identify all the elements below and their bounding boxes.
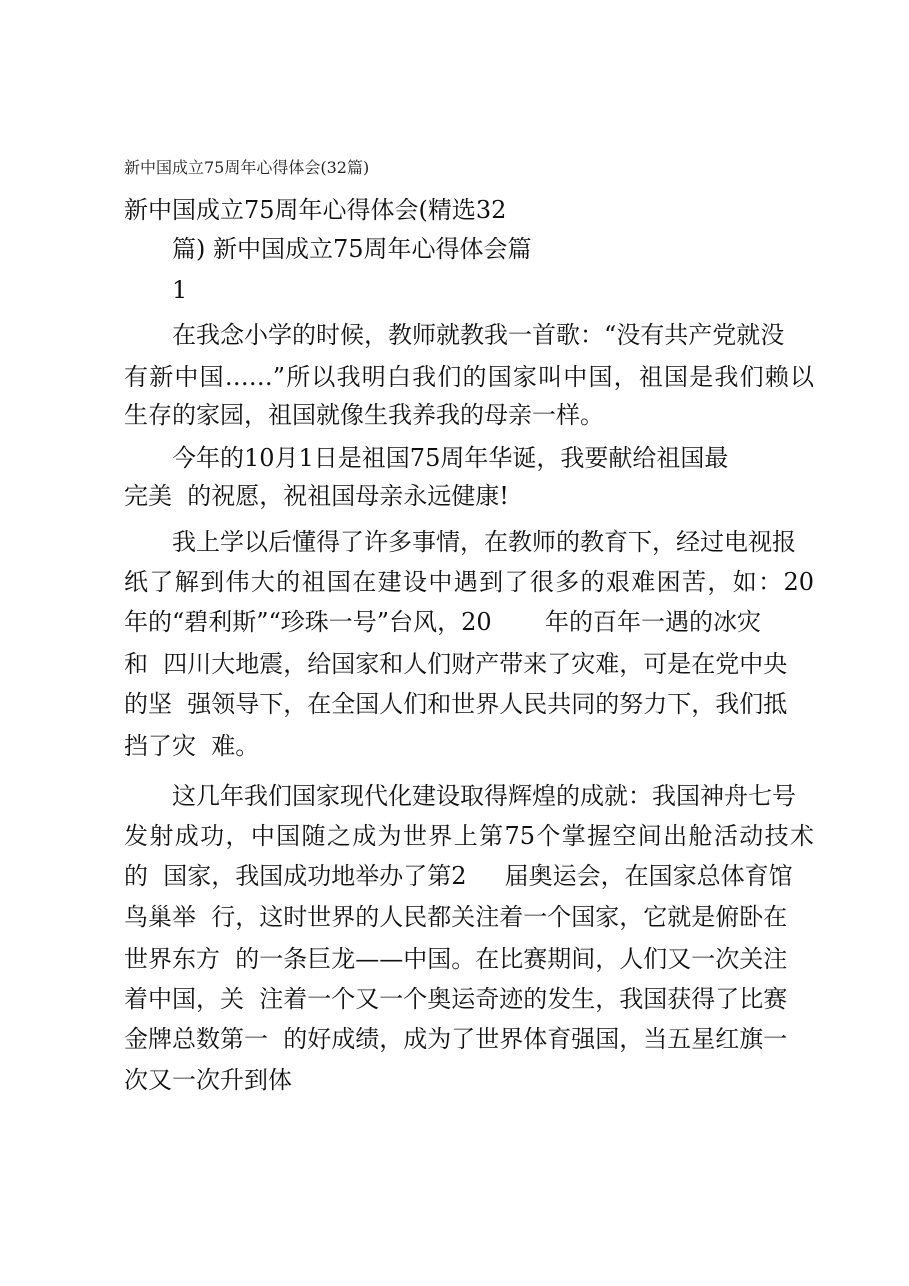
paragraph-line: 我上学以后懂得了许多事情，在教师的教育下，经过电视报 (172, 528, 796, 556)
paragraph-line: 年的“碧利斯”“珍珠一号”台风，20 年的百年一遇的冰灾 (124, 608, 762, 636)
paragraph-line: 的坚 强领导下，在全国人们和世界人民共同的努力下，我们抵 (124, 690, 788, 718)
article-title-line-1: 新中国成立75周年心得体会(精选32 (124, 196, 507, 224)
article-title-line-2: 篇) 新中国成立75周年心得体会篇 (172, 235, 532, 263)
paragraph-line: 在我念小学的时候，教师就教我一首歌：“没有共产党就没 (172, 321, 785, 349)
paragraph-line: 次又一次升到体 (124, 1066, 292, 1094)
article-title-line-3: 1 (172, 276, 188, 304)
paragraph-line: 今年的10月1日是祖国75周年华诞，我要献给祖国最 (172, 444, 729, 472)
paragraph-line: 挡了灾 难。 (124, 732, 260, 760)
paragraph-line: 有新中国……”所以我明白我们的国家叫中国，祖国是我们赖以 (124, 363, 814, 391)
paragraph-line: 这几年我们国家现代化建设取得辉煌的成就：我国神舟七号 (172, 782, 796, 810)
paragraph-line: 完美 的祝愿，祝祖国母亲永远健康! (124, 482, 509, 510)
doc-header-title: 新中国成立75周年心得体会(32篇) (124, 158, 370, 177)
paragraph-line: 和 四川大地震，给国家和人们财产带来了灾难，可是在党中央 (124, 650, 788, 678)
paragraph-line: 发射成功，中国随之成为世界上第75个掌握空间出舱活动技术 (124, 822, 814, 850)
paragraph-line: 金牌总数第一 的好成绩，成为了世界体育强国，当五星红旗一 (124, 1025, 788, 1053)
paragraph-line: 世界东方 的一条巨龙——中国。在比赛期间，人们又一次关注 (124, 945, 788, 973)
paragraph-line: 着中国，关 注着一个又一个奥运奇迹的发生，我国获得了比赛 (124, 985, 788, 1013)
paragraph-line: 的 国家，我国成功地举办了第2 届奥运会，在国家总体育馆 (124, 862, 793, 890)
paragraph-line: 纸了解到伟大的祖国在建设中遇到了很多的艰难困苦，如：20 (124, 568, 814, 596)
paragraph-line: 鸟巢举 行，这时世界的人民都关注着一个国家，它就是俯卧在 (124, 903, 788, 931)
paragraph-line: 生存的家园，祖国就像生我养我的母亲一样。 (124, 401, 604, 429)
